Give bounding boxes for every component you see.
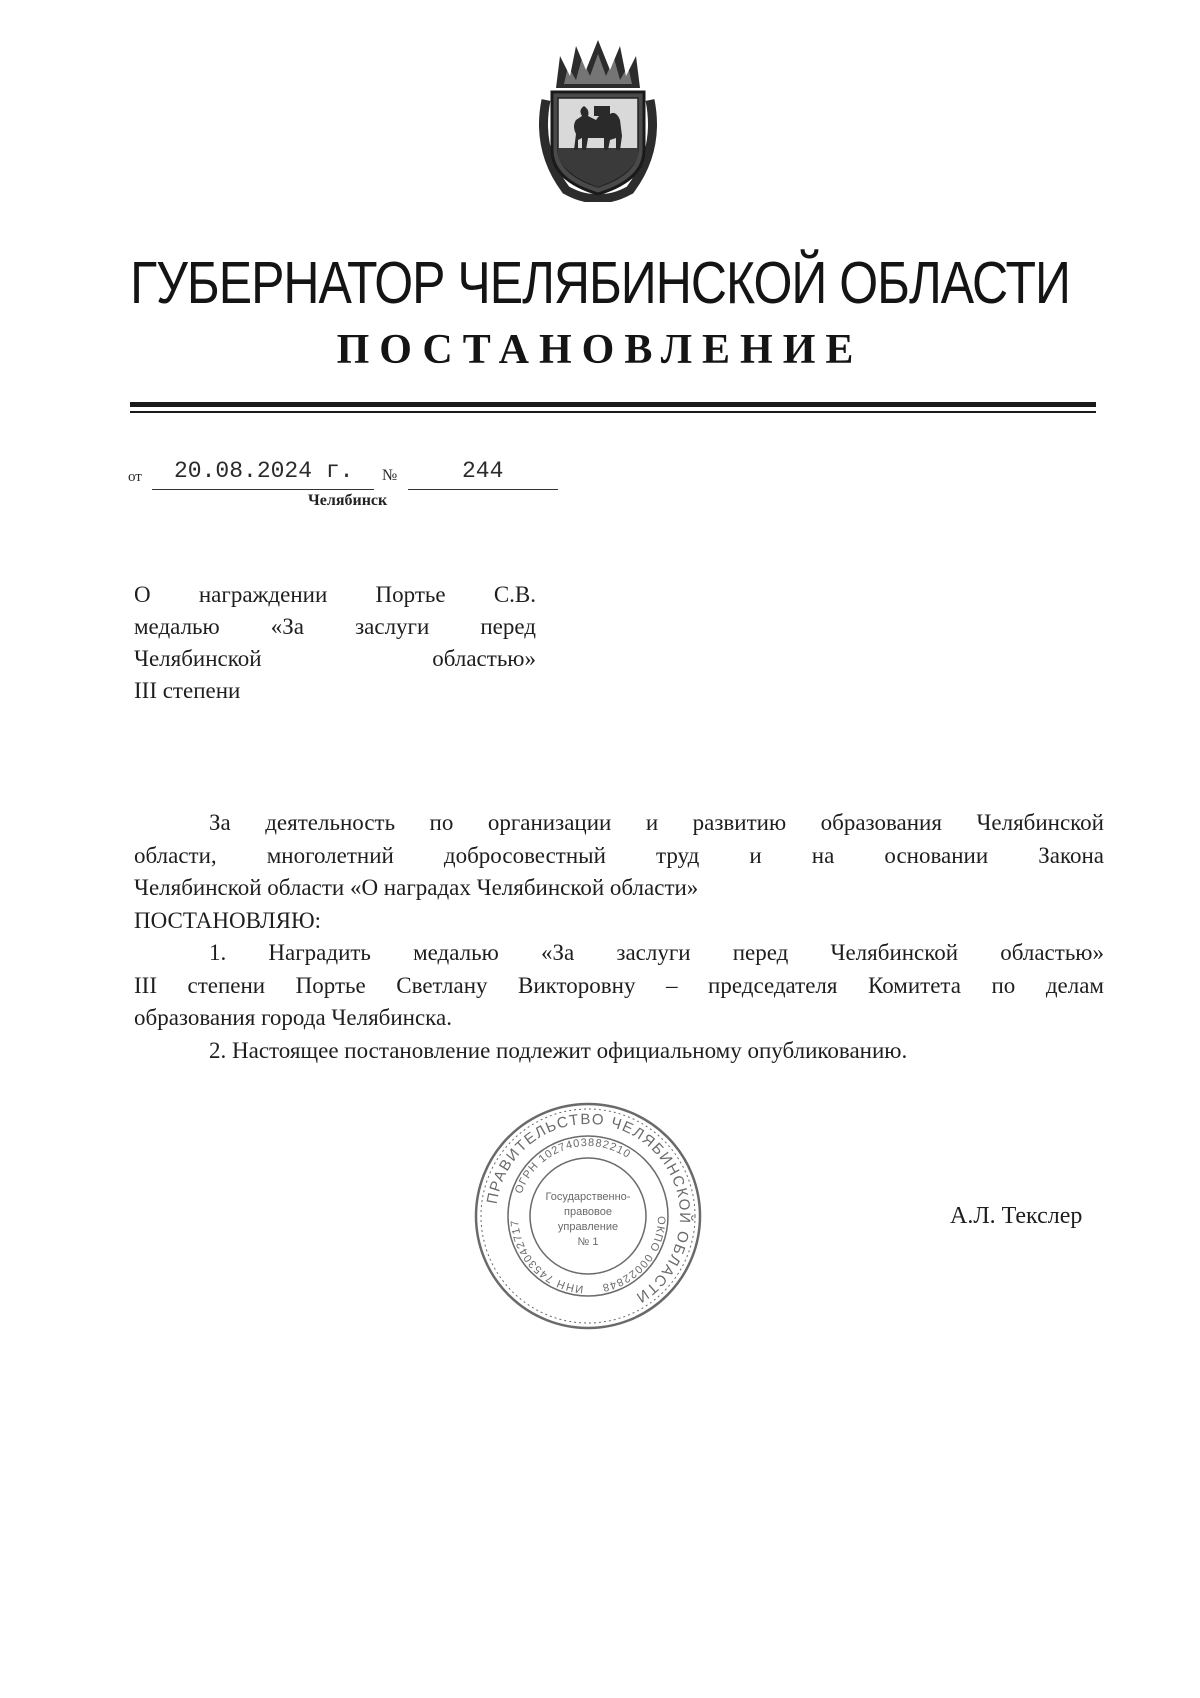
stamp-ogrn: ОГРН 1027403882210 (512, 1136, 633, 1196)
preamble-line: Челябинской области «О наградах Челябинской области» (134, 875, 699, 900)
official-seal-icon (468, 1096, 708, 1336)
document-city: Челябинск (308, 492, 388, 509)
signatory-name: А.Л. Текслер (950, 1203, 1083, 1229)
preamble-paragraph (134, 807, 1104, 1067)
number-sign: № (382, 467, 398, 484)
stamp-center-line: управление (557, 1221, 619, 1233)
stamp-outer-text: ПРАВИТЕЛЬСТВО ЧЕЛЯБИНСКОЙ ОБЛАСТИ (483, 1110, 694, 1307)
subject-line: III степени (134, 678, 241, 703)
header-rule-thick (130, 402, 1096, 407)
date-underline (152, 489, 374, 490)
subject-line: О награждении Портье С.В. (134, 582, 536, 607)
stamp-center-line: Государственно- (545, 1191, 631, 1203)
decree-item-2: 2. Настоящее постановление подлежит официальному опубликованию. (209, 1037, 908, 1063)
document-date: 20.08.2024 г. (174, 458, 354, 484)
decree-item-1-line: III степени Портье Светлану Викторовну – председателя Комитета по делам (134, 972, 1104, 998)
stamp-center-line: правовое (564, 1206, 612, 1218)
stamp-inn: ИНН 7453042717 (509, 1218, 585, 1295)
stamp-center-line: № 1 (577, 1236, 599, 1248)
document-subject (134, 579, 536, 707)
document-type: ПОСТАНОВЛЕНИЕ (336, 327, 864, 373)
document-number: 244 (462, 458, 504, 484)
subject-line: Челябинской областью» (134, 646, 536, 671)
stamp-okpo: ОКПО 00022848 (600, 1215, 668, 1294)
subject-line: медалью «За заслуги перед (134, 614, 536, 639)
number-underline (408, 489, 558, 490)
decree-word: ПОСТАНОВЛЯЮ: (134, 907, 322, 933)
decree-item-1-line: 1. Наградить медалью «За заслуги перед Челябинской областью» (209, 940, 1104, 965)
header-rule-thin (130, 411, 1096, 413)
date-prefix: от (128, 469, 142, 485)
preamble-line: За деятельность по организации и развитию образования Челябинской (209, 810, 1104, 835)
decree-item-1-line: образования города Челябинска. (134, 1005, 452, 1030)
preamble-line: области, многолетний добросовестный труд и на основании Закона (134, 842, 1104, 868)
coat-of-arms-icon (536, 40, 660, 202)
issuer-title: ГУБЕРНАТОР ЧЕЛЯБИНСКОЙ ОБЛАСТИ (130, 249, 1070, 317)
